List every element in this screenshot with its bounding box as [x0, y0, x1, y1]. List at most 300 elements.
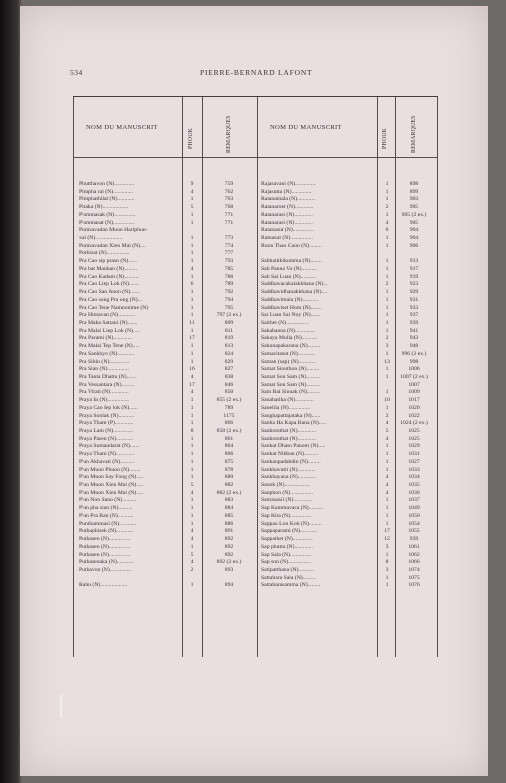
- phouk-count: 4: [190, 389, 194, 396]
- remark: 923: [409, 281, 419, 288]
- table-row: [74, 382, 437, 390]
- manuscript-name: Pra Sian (N)...............: [79, 366, 129, 373]
- remark: 1076: [408, 582, 420, 589]
- phouk-count: 4: [385, 435, 389, 442]
- table-row: [74, 266, 437, 274]
- phouk-count: 4: [190, 188, 194, 195]
- manuscript-name: Pothisat (N)................: [79, 250, 130, 257]
- table-row: [74, 436, 437, 444]
- table-row: [74, 413, 437, 421]
- phouk-count: 17: [384, 528, 390, 535]
- phouk-count: 1: [385, 181, 389, 187]
- phouk-count: 3: [385, 543, 389, 550]
- manuscript-name: Pra Malai Liep Lok (N).....: [79, 327, 141, 334]
- phouk-count: 2: [385, 412, 389, 419]
- manuscript-name: Pitaka (N)..................: [79, 204, 129, 211]
- table-row: [74, 220, 437, 228]
- manuscript-name: Sankhavutti (N)............: [261, 466, 315, 473]
- column-header-phouk-left: PHOUK: [188, 128, 194, 149]
- remark: 878: [224, 466, 234, 473]
- table-row: [74, 328, 437, 336]
- table-row: [74, 559, 437, 567]
- manuscript-name: Pra Vessantara (N).........: [79, 381, 135, 388]
- manuscript-name: Phutthavon (N)..............: [79, 181, 135, 187]
- manuscript-name: P'un Muon Phuon (N)........: [79, 466, 141, 473]
- manuscript-name: Saddhavacakalakkhana (N)...: [261, 281, 328, 288]
- remark: 1009: [408, 389, 420, 396]
- phouk-count: 5: [190, 551, 194, 558]
- manuscript-name: Puthasenaka (N)............: [79, 559, 134, 566]
- manuscript-name: Pra Cao Kadam (N)..........: [79, 273, 139, 280]
- manuscript-name: P'un pha sian (N)..........: [79, 505, 133, 512]
- phouk-count: 1: [190, 242, 194, 249]
- manuscript-name: Pimphathilat (N)............: [79, 196, 135, 203]
- remark: 771: [224, 211, 234, 218]
- remark: 793: [224, 258, 234, 265]
- manuscript-name: Ratanarasi (N).............: [261, 211, 313, 218]
- phouk-count: 4: [385, 219, 389, 226]
- margin-mark: [60, 693, 68, 719]
- manuscript-name: Pra Sankhyo (N)............: [79, 350, 135, 357]
- remark: 1075: [408, 574, 420, 581]
- manuscript-name: Sam Bai Sinuak (N).........: [261, 389, 320, 396]
- table-row: [74, 443, 437, 451]
- phouk-count: 1: [190, 543, 194, 550]
- phouk-count: 1: [385, 258, 389, 265]
- phouk-count: 1: [385, 582, 389, 589]
- manuscript-name: Pra Maha Sattani (N).......: [79, 319, 138, 326]
- remark: 850: [224, 389, 234, 396]
- phouk-count: 1: [190, 404, 194, 411]
- table-row: [74, 536, 437, 544]
- phouk-count: 1: [190, 474, 194, 481]
- remark: 919: [409, 273, 419, 280]
- table-row: [74, 212, 437, 220]
- manuscript-name: Sanahatika (N).............: [261, 397, 314, 404]
- remark: 827: [224, 366, 234, 373]
- phouk-count: 1: [190, 289, 194, 296]
- phouk-count: 1: [190, 520, 194, 527]
- manuscript-name: Sankat Nibban (N)..........: [261, 451, 319, 458]
- remark: 904: [409, 235, 419, 242]
- remark: 996 (2 ex.): [401, 350, 427, 357]
- remark: 931: [409, 296, 419, 303]
- remark: 892: [224, 543, 234, 550]
- phouk-count: 1: [190, 397, 194, 404]
- phouk-count: 17: [189, 381, 195, 388]
- phouk-count: 1: [190, 458, 194, 465]
- remark: 898: [409, 181, 419, 187]
- table-row: [74, 528, 437, 536]
- table-row: [74, 567, 437, 575]
- manuscript-name: Pra Sihin (N)..............: [79, 358, 130, 365]
- manuscript-name: Rajasutta (N)..............: [261, 188, 312, 195]
- phouk-count: 1: [190, 350, 194, 357]
- remark: 762: [224, 188, 234, 195]
- manuscript-name: Sanelila (N)...............: [261, 404, 310, 411]
- phouk-count: 1: [385, 574, 389, 581]
- phouk-count: 1: [385, 458, 389, 465]
- remark: 913: [409, 258, 419, 265]
- manuscript-name: Puthasen (N)...............: [79, 551, 131, 558]
- remark: 933: [409, 304, 419, 311]
- phouk-count: 5: [190, 482, 194, 489]
- manuscript-name: Ratnasut (N)................: [261, 235, 313, 242]
- table-row: [74, 204, 437, 212]
- remark: 773: [224, 235, 234, 242]
- phouk-count: 5: [385, 428, 389, 434]
- phouk-count: 1: [385, 366, 389, 373]
- phouk-count: 1: [385, 443, 389, 450]
- remark: 1006: [408, 366, 420, 373]
- manuscript-name: Sappathet (N)..............: [261, 536, 313, 543]
- remark: 882: [224, 482, 234, 489]
- remark: 1033: [408, 466, 420, 473]
- manuscript-name: Praya Tham (N).............: [79, 451, 135, 458]
- remark: 882 (2 ex.): [216, 489, 242, 496]
- column-header-name-right: NOM DU MANUSCRIT: [270, 124, 342, 131]
- remark: 846: [224, 381, 234, 388]
- column-header-phouk-right: PHOUK: [382, 128, 388, 149]
- phouk-count: 4: [385, 474, 389, 481]
- phouk-count: 4: [385, 489, 389, 496]
- manuscript-name: Pra Cao San Anon (N).......: [79, 289, 141, 296]
- manuscript-name: Ruon Thao Caon (N).........: [261, 242, 322, 249]
- page-header: [70, 68, 430, 80]
- remark: 777: [224, 250, 234, 257]
- remark: 884: [224, 505, 234, 512]
- manuscript-name: Sattabara Sala (N).........: [261, 574, 316, 581]
- manuscript-name: Sappaparami (N)............: [261, 528, 318, 535]
- phouk-count: 1: [190, 582, 194, 589]
- phouk-count: 8: [385, 559, 389, 566]
- remark: 1055: [408, 528, 420, 535]
- remark: 1054: [408, 520, 420, 527]
- table-row: [74, 490, 437, 498]
- manuscript-name: Praya Pasen (N)............: [79, 435, 134, 442]
- table-row: [74, 513, 437, 521]
- phouk-count: 3: [385, 343, 389, 350]
- phouk-count: 11: [189, 319, 195, 326]
- remark: 1049: [408, 505, 420, 512]
- phouk-count: 4: [190, 559, 194, 566]
- phouk-count: 10: [384, 397, 390, 404]
- table-row: [74, 505, 437, 513]
- table-row: [74, 582, 437, 590]
- phouk-count: 1: [385, 304, 389, 311]
- remark: 774: [224, 242, 234, 249]
- remark: 763: [224, 196, 234, 203]
- remark: 1020: [408, 404, 420, 411]
- table-row: [74, 521, 437, 529]
- table-row: [74, 227, 437, 235]
- manuscript-name: Ratanarasi (N).............: [261, 219, 313, 226]
- manuscript-name: Sanha Ha Kapa Rana (N).....: [261, 420, 326, 427]
- remark: 797 (2 ex.): [216, 312, 242, 319]
- remark: 943: [409, 335, 419, 342]
- manuscript-name: Sanhomthat (N).............: [261, 428, 316, 434]
- phouk-count: 13: [384, 358, 390, 365]
- manuscript-name: Saddhavidhanakkhana (N)....: [261, 289, 328, 296]
- remark: 998: [409, 358, 419, 365]
- manuscript-name: P'un Akhavati (N)..........: [79, 458, 135, 465]
- remark: 1017: [408, 397, 420, 404]
- manuscript-name: Sanrasasil (N).............: [261, 497, 312, 504]
- remark: 824: [224, 350, 234, 357]
- manuscript-name: xai (N)...................: [79, 235, 123, 242]
- manuscript-name: Rajasavani (N)..............: [261, 181, 316, 187]
- manuscript-name: Samat Son Sam (N)..........: [261, 373, 321, 380]
- manuscript-name: Ratanasut (N)...............: [261, 227, 315, 234]
- remark: 875: [224, 458, 234, 465]
- remark: 1074: [408, 566, 420, 573]
- manuscript-table: [73, 96, 438, 657]
- column-header-remarques-right: REMARQUES: [411, 115, 417, 153]
- table-row: [74, 189, 437, 197]
- table-row: [74, 359, 437, 367]
- table-row: [74, 482, 437, 490]
- manuscript-name: Sap Kita (N)...............: [261, 512, 312, 519]
- running-title: PIERRE-BERNARD LAFONT: [200, 68, 313, 77]
- remark: 794: [224, 296, 234, 303]
- phouk-count: 1: [385, 466, 389, 473]
- phouk-count: 1: [385, 350, 389, 357]
- phouk-count: 4: [190, 265, 194, 272]
- remark: 891: [224, 528, 234, 535]
- remark: 789: [224, 281, 234, 288]
- manuscript-name: Sakaya Mulla (N)...........: [261, 335, 318, 342]
- table-row: [74, 389, 437, 397]
- remark: 941: [409, 327, 419, 334]
- manuscript-name: Sattabarasamma (N).........: [261, 582, 321, 589]
- manuscript-name: Pra Parami (N).............: [79, 335, 132, 342]
- phouk-count: 1: [190, 304, 194, 311]
- manuscript-name: Sap Sala (N)...............: [261, 551, 312, 558]
- table-row: [74, 451, 437, 459]
- phouk-count: 1: [190, 512, 194, 519]
- remark: 892: [224, 551, 234, 558]
- phouk-count: 1: [190, 235, 194, 242]
- remark: 937: [409, 312, 419, 319]
- remark: 892 (2 ex.): [216, 559, 242, 566]
- phouk-count: 8: [190, 428, 194, 434]
- manuscript-name: P'un Pra Ban (N)...........: [79, 512, 134, 519]
- remark: 829: [224, 358, 234, 365]
- phouk-count: 16: [189, 366, 195, 373]
- phouk-count: 1: [190, 343, 194, 350]
- manuscript-name: Pra Cao song Pra ong (N)...: [79, 296, 142, 303]
- phouk-count: 4: [190, 489, 194, 496]
- phouk-count: 1: [385, 512, 389, 519]
- remark: 939: [409, 536, 419, 543]
- manuscript-name: Praya Cao Iep lok (N)......: [79, 404, 138, 411]
- manuscript-name: Ratanamala (N).............: [261, 196, 316, 203]
- phouk-count: 2: [385, 335, 389, 342]
- phouk-count: 1: [190, 466, 194, 473]
- remark: 1036: [408, 489, 420, 496]
- remark: 866: [224, 420, 234, 427]
- table-row: [74, 289, 437, 297]
- manuscript-name: Sab Panna Va (N)...........: [261, 265, 318, 272]
- manuscript-name: Satipatthana (N)...........: [261, 566, 315, 573]
- manuscript-name: P'un Muon Xien Mai (N).....: [79, 489, 144, 496]
- phouk-count: 3: [385, 566, 389, 573]
- remark: 792: [224, 289, 234, 296]
- remark: 809: [224, 319, 234, 326]
- phouk-count: 1: [385, 451, 389, 458]
- table-body: [74, 181, 437, 590]
- remark: 1175: [223, 412, 235, 419]
- remark: 813: [224, 343, 234, 350]
- phouk-count: 1: [385, 327, 389, 334]
- column-header-remarques-left: REMARQUES: [226, 115, 232, 153]
- manuscript-name: Punthammasi (N)............: [79, 520, 137, 527]
- phouk-count: 1: [190, 250, 194, 257]
- manuscript-name: Praya In (N)...............: [79, 397, 129, 404]
- table-row: [74, 335, 437, 343]
- manuscript-name: Sap phutta (N).............: [261, 543, 313, 550]
- phouk-count: 6: [385, 227, 389, 234]
- manuscript-name: Saddhaviset Hom (N)........: [261, 304, 322, 311]
- phouk-count: 1: [190, 258, 194, 265]
- manuscript-name: Sankaopadabdin (N).........: [261, 458, 321, 465]
- manuscript-name: Puthasen (N)...............: [79, 536, 131, 543]
- remark: 1027: [408, 458, 420, 465]
- phouk-count: 1: [385, 273, 389, 280]
- table-row: [74, 343, 437, 351]
- remark: 855 (2 ex.): [216, 397, 242, 404]
- remark: 905 (2 ex.): [401, 211, 427, 218]
- table-row: [74, 320, 437, 328]
- phouk-count: 1: [190, 412, 194, 419]
- remark: 892: [224, 536, 234, 543]
- manuscript-name: Ratanaroet (N).............: [261, 204, 314, 211]
- manuscript-name: Praya Lam (N)..............: [79, 428, 134, 434]
- phouk-count: 1: [385, 319, 389, 326]
- phouk-count: 1: [190, 435, 194, 442]
- manuscript-name: Samacitasut (N)............: [261, 350, 315, 357]
- table-row: [74, 374, 437, 382]
- manuscript-name: P'un Muon Xien Mai (N).....: [79, 482, 144, 489]
- table-row: [74, 196, 437, 204]
- remark: 838: [224, 373, 234, 380]
- phouk-count: 1: [190, 312, 194, 319]
- remark: 883: [224, 497, 234, 504]
- remark: 768: [224, 204, 234, 211]
- phouk-count: 1: [385, 505, 389, 512]
- table-row: [74, 544, 437, 552]
- table-row: [74, 250, 437, 258]
- manuscript-name: Pra Malai Tep Tene (N).....: [79, 343, 140, 350]
- manuscript-name: Puthasen (N)...............: [79, 543, 131, 550]
- phouk-count: 4: [385, 482, 389, 489]
- remark: 906: [409, 242, 419, 249]
- manuscript-name: Sabhatithikumma (N)........: [261, 258, 322, 265]
- phouk-count: 2: [385, 281, 389, 288]
- manuscript-name: Praya Sumandarat (N).......: [79, 443, 140, 450]
- manuscript-name: Sab Sai Luan (N)...........: [261, 273, 317, 280]
- remark: 1029: [408, 443, 420, 450]
- phouk-count: 1: [385, 389, 389, 396]
- manuscript-name: Praya Sonlak (N)...........: [79, 412, 135, 419]
- manuscript-name: Praya Tham (P).............: [79, 420, 134, 427]
- manuscript-name: P'un Non Sano (N)..........: [79, 497, 137, 504]
- table-row: [74, 274, 437, 282]
- phouk-count: 17: [189, 335, 195, 342]
- phouk-count: 1: [385, 497, 389, 504]
- remark: 1007 (2 ex.): [400, 373, 428, 380]
- manuscript-name: Samat Siouthon (N).........: [261, 366, 320, 373]
- phouk-count: 2: [385, 204, 389, 211]
- remark: 1024 (2 ex.): [400, 420, 428, 427]
- phouk-count: 4: [190, 528, 194, 535]
- remark: 1061: [408, 543, 420, 550]
- remark: 1034: [408, 474, 420, 481]
- remark: 1025: [408, 435, 420, 442]
- remark: 886: [224, 520, 234, 527]
- remark: 885: [224, 512, 234, 519]
- manuscript-name: Sappao Lon Koh (N).........: [261, 520, 322, 527]
- manuscript-name: Sanhomthat (N).............: [261, 435, 316, 442]
- manuscript-name: Pra bat Manhan (N).........: [79, 265, 138, 272]
- remark: 864: [224, 443, 234, 450]
- phouk-count: 1: [190, 443, 194, 450]
- phouk-count: 1: [385, 520, 389, 527]
- table-row: [74, 366, 437, 374]
- remark: 1031: [408, 451, 420, 458]
- table-row: [74, 305, 437, 313]
- manuscript-name: Puthaphisek (N)............: [79, 528, 134, 535]
- phouk-count: 2: [190, 566, 194, 573]
- manuscript-name: P'un Muon Say Fong (N).....: [79, 474, 144, 481]
- remark: 795: [224, 304, 234, 311]
- manuscript-name: Sai Luan Sai Noy (N).......: [261, 312, 321, 319]
- table-row: [74, 258, 437, 266]
- table-row: [74, 405, 437, 413]
- phouk-count: 1: [190, 358, 194, 365]
- table-row: [74, 474, 437, 482]
- table-row: [74, 312, 437, 320]
- phouk-count: 1: [190, 451, 194, 458]
- remark: 1062: [408, 551, 420, 558]
- manuscript-name: P'ommasak (N)...............: [79, 211, 136, 218]
- phouk-count: 1: [385, 265, 389, 272]
- page-number: 534: [70, 68, 83, 77]
- manuscript-name: Pomsavadan Xien Mai (N)....: [79, 242, 146, 249]
- remark: 894: [224, 582, 234, 589]
- phouk-count: 4: [190, 373, 194, 380]
- manuscript-name: Pimpha rai (N)..............: [79, 188, 134, 195]
- phouk-count: 9: [190, 181, 194, 187]
- remark: 899: [409, 188, 419, 195]
- remark: 1037: [408, 497, 420, 504]
- table-row: [74, 420, 437, 428]
- manuscript-name: Saman (sap) (N)............: [261, 358, 316, 365]
- phouk-count: 1: [190, 219, 194, 226]
- table-row: [74, 467, 437, 475]
- manuscript-name: Pomsavadan Muon Hariphun-: [79, 227, 148, 234]
- table-row: [74, 459, 437, 467]
- phouk-count: 1: [190, 273, 194, 280]
- table-row: [74, 497, 437, 505]
- phouk-count: 12: [384, 536, 390, 543]
- manuscript-name: Sakabanna (N)..............: [261, 327, 315, 334]
- remark: 858 (2 ex.): [216, 428, 242, 434]
- remark: 1022: [408, 412, 420, 419]
- phouk-count: 1: [385, 551, 389, 558]
- column-header-name-left: NOM DU MANUSCRIT: [86, 124, 158, 131]
- table-row: [74, 575, 437, 583]
